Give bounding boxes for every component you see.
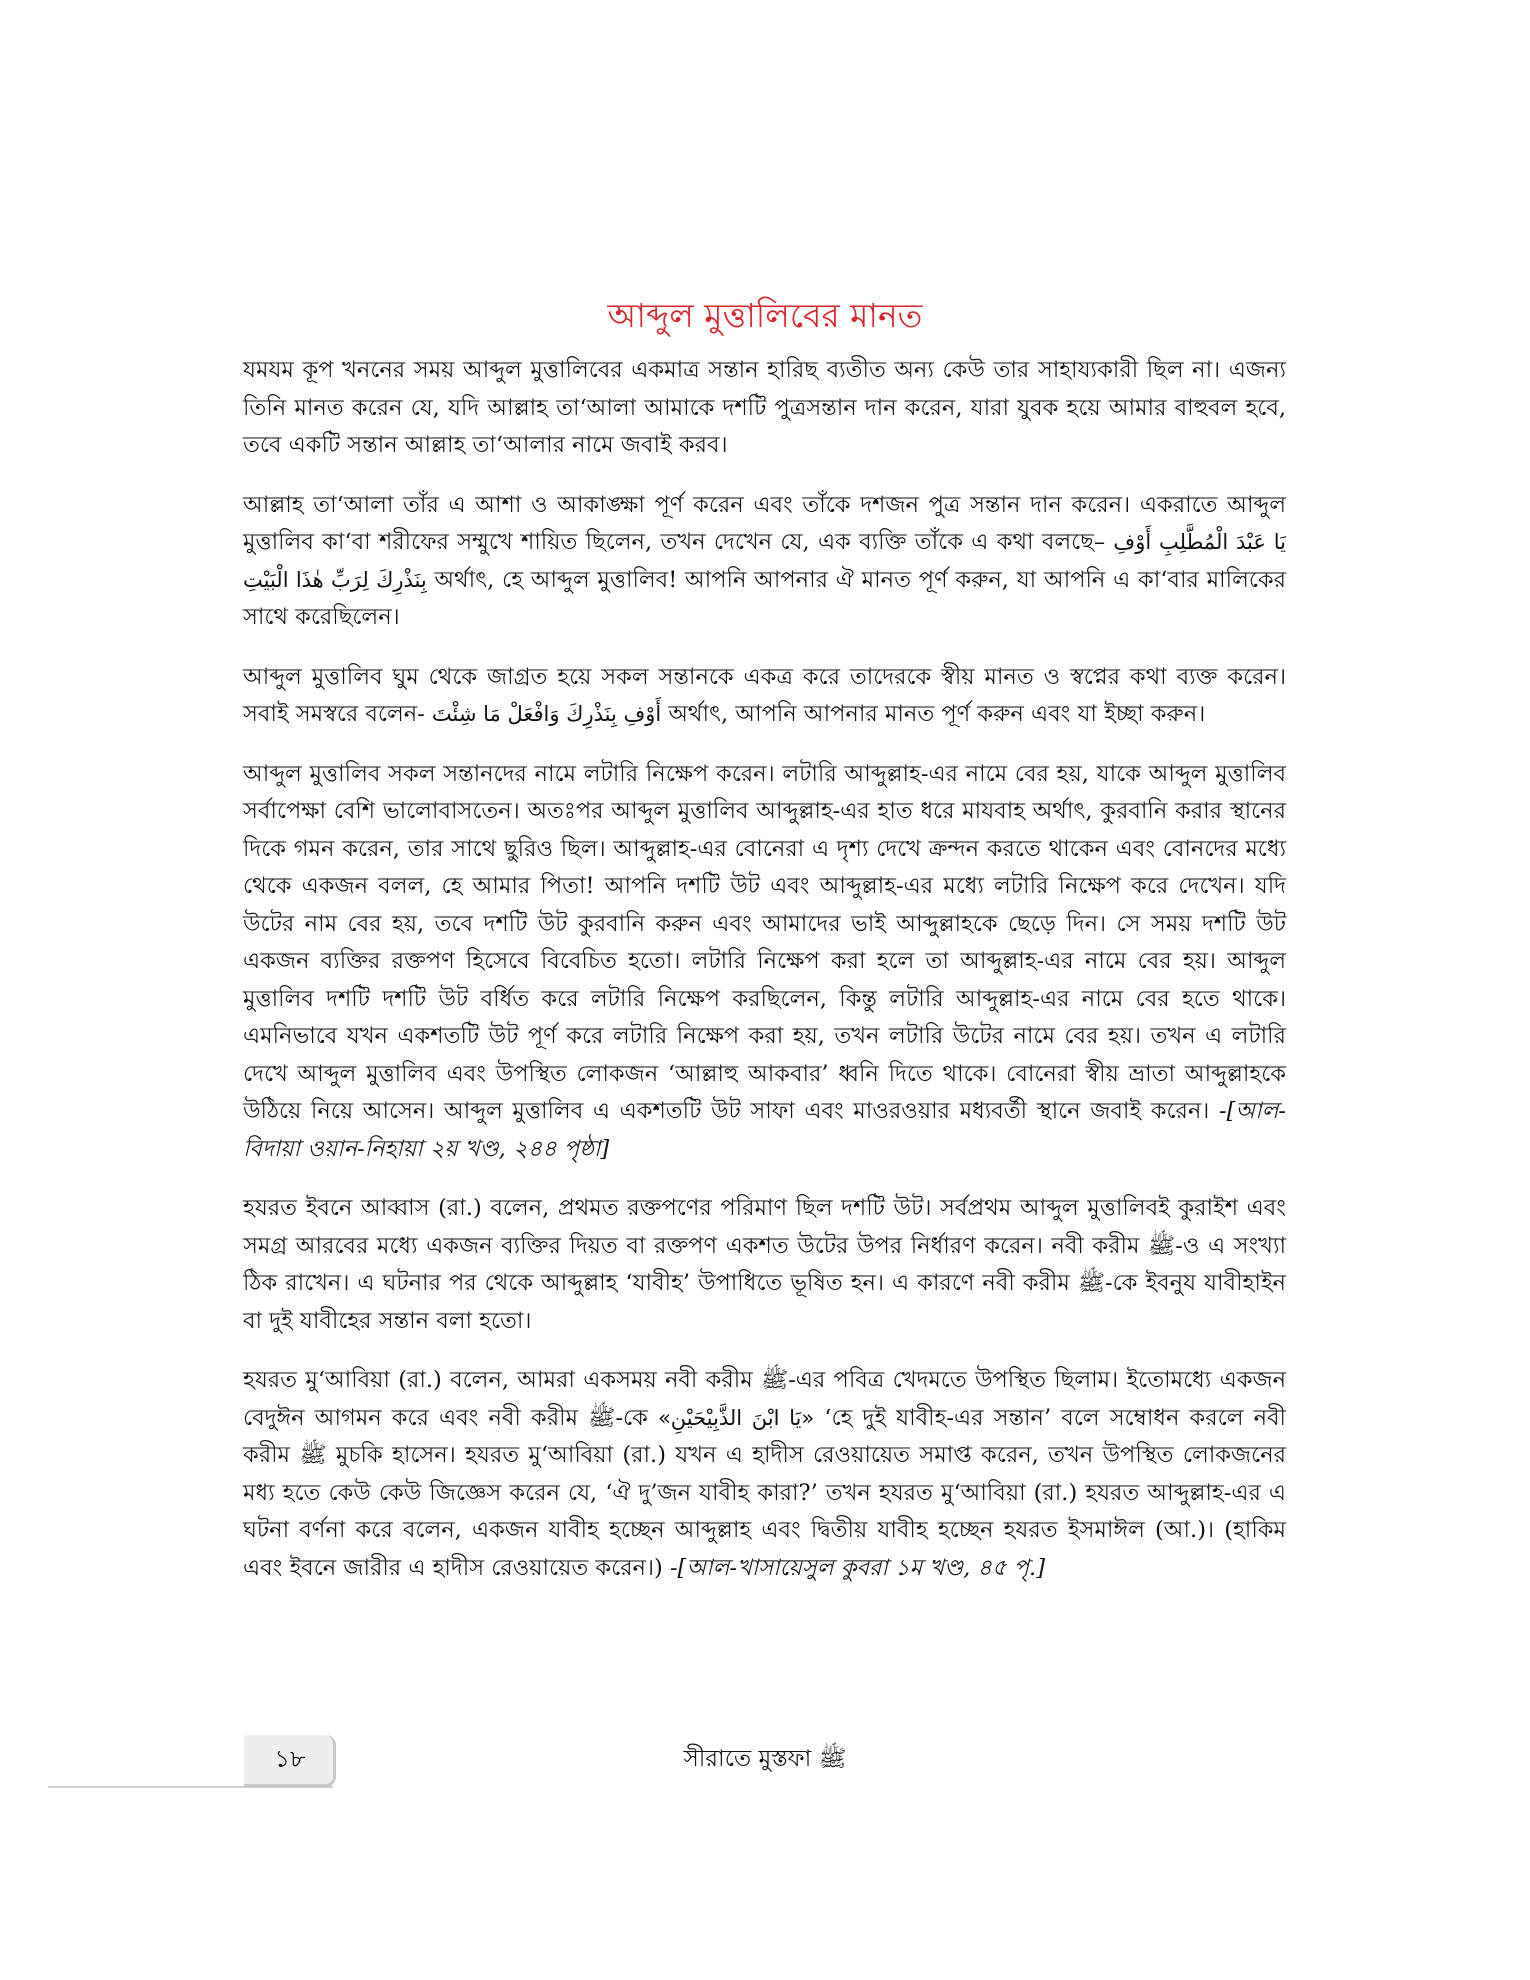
sons-text-start: আব্দুল মুত্তালিব ঘুম থেকে জাগ্রত হয়ে সকল সন্তানকে একত্র করে তাদেরকে স্বীয় মানত ও স্বপ্নের কথা ব্যক্ত করেন। সবাই সমস্বরে বলেন- <box>243 663 1286 727</box>
dream-text-start: আল্লাহ তা‘আলা তাঁর এ আশা ও আকাঙ্ক্ষা পূর্ণ করেন এবং তাঁকে দশজন পুত্র সন্তান দান করেন। একরাতে আব্দুল মুত্তালিব কা‘বা শরীফের সম্মুখে শায়িত ছিলেন, তখন দেখেন যে, এক ব্যক্তি তাঁকে এ কথা বলছে– <box>243 491 1286 555</box>
arabic-quote-sons: أَوْفِ بِنَذْرِكَ وَافْعَلْ مَا شِئْتَ <box>431 702 662 726</box>
sons-text-end: অর্থাৎ, আপনি আপনার মানত পূর্ণ করুন এবং যা ইচ্ছা করুন। <box>668 701 1206 727</box>
arabic-quote-dream: يَا عَبْدَ الْمُطَّلِبِ أَوْفِ بِنَذْرِكَ لِرَبِّ هٰذَا الْبَيْتِ <box>243 530 1286 592</box>
zabih-text-start: হযরত মু‘আবিয়া (রা.) বলেন, আমরা একসময় নবী করীম ﷺ-এর পবিত্র খেদমতে উপস্থিত ছিলাম। ইতোমধ্যে একজন বেদুঈন আগমন করে এবং নবী করীম ﷺ-কে <box>243 1367 1286 1431</box>
body-text <box>243 352 1286 1609</box>
citation-khasais: -[আল-খাসায়েসুল কুবরা ১ম খণ্ড, ৪৫ পৃ.] <box>669 1554 1045 1581</box>
paragraph-lottery <box>243 756 1286 1169</box>
citation-bidaya: -[আল-বিদায়া ওয়ান-নিহায়া ২য় খণ্ড, ২৪৪ পৃষ্ঠা] <box>243 1098 1286 1162</box>
paragraph-sons-reply <box>243 659 1286 734</box>
lottery-text: আব্দুল মুত্তালিব সকল সন্তানদের নামে লটারি নিক্ষেপ করেন। লটারি আব্দুল্লাহ-এর নামে বের হয়, যাকে আব্দুল মুত্তালিব সর্বাপেক্ষা বেশি ভালোবাসতেন। অতঃপর আব্দুল মুত্তালিব আব্দুল্লাহ-এর হাত ধরে মাযবাহ অর্থাৎ, কুরবানি করার স্থানের দিকে গমন করেন, তার সাথে ছুরিও ছিল। আব্দুল্লাহ-এর বোনেরা এ দৃশ্য দেখে ক্রন্দন করতে থাকেন এবং বোনদের মধ্যে থেকে একজন বলল, হে আমার পিতা! আপনি দশটি উট এবং আব্দুল্লাহ-এর মধ্যে লটারি নিক্ষেপ করে দেখেন। যদি উটের নাম বের হয়, তবে দশটি উট কুরবানি করুন এবং আমাদের ভাই আব্দুল্লাহকে ছেড়ে দিন। সে সময় দশটি উট একজন ব্যক্তির রক্তপণ হিসেবে বিবেচিত হতো। লটারি নিক্ষেপ করা হলে তা আব্দুল্লাহ-এর নামে বের হয়। আব্দুল মুত্তালিব দশটি দশটি উট বর্ধিত করে লটারি নিক্ষেপ করছিলেন, কিন্তু লটারি আব্দুল্লাহ-এর নামে বের হতে থাকে। এমনিভাবে যখন একশতটি উট পূর্ণ করে লটারি নিক্ষেপ করা হয়, তখন লটারি উটের নামে বের হয়। তখন এ লটারি দেখে আব্দুল মুত্তালিব এবং উপস্থিত লোকজন ‘আল্লাহু আকবার’ ধ্বনি দিতে থাকে। বোনেরা স্বীয় ভ্রাতা আব্দুল্লাহকে উঠিয়ে নিয়ে আসেন। আব্দুল মুত্তালিব এ একশতটি উট সাফা এবং মাওরওয়ার মধ্যবর্তী স্থানে জবাই করেন। <box>243 760 1286 1124</box>
dream-text-end: অর্থাৎ, হে আব্দুল মুত্তালিব! আপনি আপনার ঐ মানত পূর্ণ করুন, যা আপনি এ কা‘বার মালিকের সাথে করেছিলেন। <box>243 566 1287 630</box>
page-number: ১৮ <box>274 1745 306 1773</box>
zabih-text-end: ‘হে দুই যাবীহ-এর সন্তান’ বলে সম্বোধন করলে নবী করীম ﷺ মুচকি হাসেন। হযরত মু‘আবিয়া (রা.) যখন এ হাদীস রেওয়ায়েত সমাপ্ত করেন, তখন উপস্থিত লোকজনের মধ্য হতে কেউ কেউ জিজ্ঞেস করেন যে, ‘ঐ দু’জন যাবীহ কারা?’ তখন হযরত মু‘আবিয়া (রা.) হযরত আব্দুল্লাহ-এর এ ঘটনা বর্ণনা করে বলেন, একজন যাবীহ হচ্ছেন আব্দুল্লাহ এবং দ্বিতীয় যাবীহ হচ্ছেন হযরত ইসমাঈল (আ.)। (হাকিম এবং ইবনে জারীর এ হাদীস রেওয়ায়েত করেন।) <box>243 1404 1286 1581</box>
page-title: আব্দুল মুত্তালিবের মানত <box>607 296 923 335</box>
running-footer-title: সীরাতে মুস্তফা ﷺ <box>683 1746 847 1772</box>
paragraph-vow: যমযম কূপ খননের সময় আব্দুল মুত্তালিবের একমাত্র সন্তান হারিছ ব্যতীত অন্য কেউ তার সাহায্যকারী ছিল না। এজন্য তিনি মানত করেন যে, যদি আল্লাহ তা‘আলা আমাকে দশটি পুত্রসন্তান দান করেন, যারা যুবক হয়ে আমার বাহুবল হবে, তবে একটি সন্তান আল্লাহ তা‘আলার নামে জবাই করব। <box>243 357 1286 458</box>
paragraph-dream <box>243 487 1286 637</box>
paragraph-blood-money: হযরত ইবনে আব্বাস (রা.) বলেন, প্রথমত রক্তপণের পরিমাণ ছিল দশটি উট। সর্বপ্রথম আব্দুল মুত্তালিবই কুরাইশ এবং সমগ্র আরবের মধ্যে একজন ব্যক্তির দিয়ত বা রক্তপণ একশত উটের উপর নির্ধারণ করেন। নবী করীম ﷺ-ও এ সংখ্যা ঠিক রাখেন। এ ঘটনার পর থেকে আব্দুল্লাহ ‘যাবীহ’ উপাধিতে ভূষিত হন। এ কারণে নবী করীম ﷺ-কে ইবনুয যাবীহাইন বা দুই যাবীহের সন্তান বলা হতো। <box>243 1195 1286 1334</box>
paragraph-two-zabih <box>243 1362 1286 1587</box>
arabic-quote-zabihain: «يَا ابْنَ الذَّبِيْحَيْنِ» <box>657 1405 815 1430</box>
